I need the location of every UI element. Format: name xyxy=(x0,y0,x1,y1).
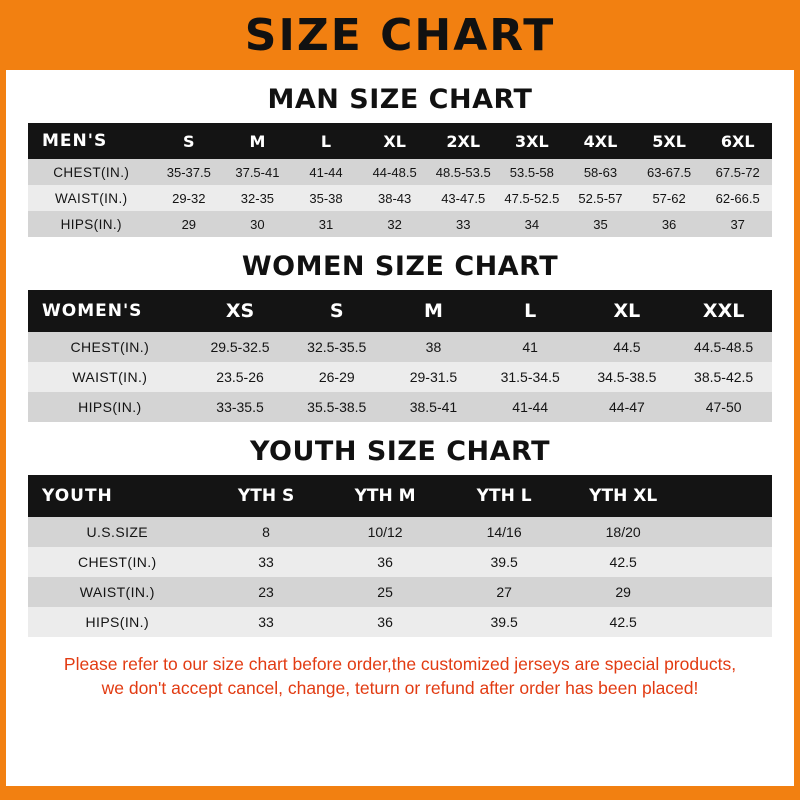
men-col-1: M xyxy=(223,123,292,159)
youth-r2c4 xyxy=(683,577,772,607)
men-r0c4: 48.5-53.5 xyxy=(429,159,498,185)
women-r2c1: 35.5-38.5 xyxy=(288,392,385,422)
men-r1c3: 38-43 xyxy=(360,185,429,211)
youth-row-2-label: WAIST(IN.) xyxy=(28,577,207,607)
youth-r3c1: 36 xyxy=(326,607,445,637)
men-row-1-label: WAIST(IN.) xyxy=(28,185,155,211)
women-r0c3: 41 xyxy=(482,332,579,362)
footnote xyxy=(6,653,794,700)
women-r0c5: 44.5-48.5 xyxy=(675,332,772,362)
women-col-4: XL xyxy=(579,290,676,332)
men-col-2: L xyxy=(292,123,361,159)
youth-r3c2: 39.5 xyxy=(445,607,564,637)
youth-r2c2: 27 xyxy=(445,577,564,607)
footnote-line-1: Please refer to our size chart before order,the customized jerseys are special products, xyxy=(63,654,737,674)
youth-col-2: YTH L xyxy=(445,475,564,517)
men-r2c3: 32 xyxy=(360,211,429,237)
women-r1c2: 29-31.5 xyxy=(385,362,482,392)
table-row xyxy=(28,607,772,637)
section-title-men: MAN SIZE CHART xyxy=(267,84,533,115)
men-r1c0: 29-32 xyxy=(155,185,224,211)
men-r1c8: 62-66.5 xyxy=(703,185,772,211)
table-row xyxy=(28,185,772,211)
men-r0c3: 44-48.5 xyxy=(360,159,429,185)
women-r1c3: 31.5-34.5 xyxy=(482,362,579,392)
men-row-2-label: HIPS(IN.) xyxy=(28,211,155,237)
youth-row-label-header: YOUTH xyxy=(28,475,207,517)
men-r1c1: 32-35 xyxy=(223,185,292,211)
youth-r1c3: 42.5 xyxy=(564,547,683,577)
youth-r1c1: 36 xyxy=(326,547,445,577)
youth-r2c3: 29 xyxy=(564,577,683,607)
men-row-label-header: MEN'S xyxy=(28,123,155,159)
women-col-5: XXL xyxy=(675,290,772,332)
men-r1c7: 57-62 xyxy=(635,185,704,211)
women-r2c2: 38.5-41 xyxy=(385,392,482,422)
youth-r0c1: 10/12 xyxy=(326,517,445,547)
women-row-0-label: CHEST(IN.) xyxy=(28,332,192,362)
men-r0c2: 41-44 xyxy=(292,159,361,185)
youth-row-3-label: HIPS(IN.) xyxy=(28,607,207,637)
page-title: SIZE CHART xyxy=(244,9,556,61)
women-r1c1: 26-29 xyxy=(288,362,385,392)
men-r0c0: 35-37.5 xyxy=(155,159,224,185)
women-r0c1: 32.5-35.5 xyxy=(288,332,385,362)
women-row-2-label: HIPS(IN.) xyxy=(28,392,192,422)
men-r2c0: 29 xyxy=(155,211,224,237)
youth-r0c0: 8 xyxy=(207,517,326,547)
men-r2c6: 35 xyxy=(566,211,635,237)
women-r0c4: 44.5 xyxy=(579,332,676,362)
section-title-women: WOMEN SIZE CHART xyxy=(241,251,559,282)
youth-r1c0: 33 xyxy=(207,547,326,577)
men-r1c5: 47.5-52.5 xyxy=(498,185,567,211)
men-row-0-label: CHEST(IN.) xyxy=(28,159,155,185)
women-r2c0: 33-35.5 xyxy=(192,392,289,422)
table-header-row xyxy=(28,475,772,517)
table-header-row xyxy=(28,290,772,332)
men-size-table xyxy=(28,123,772,237)
youth-row-1-label: CHEST(IN.) xyxy=(28,547,207,577)
men-r1c2: 35-38 xyxy=(292,185,361,211)
women-col-2: M xyxy=(385,290,482,332)
youth-r1c2: 39.5 xyxy=(445,547,564,577)
men-r0c5: 53.5-58 xyxy=(498,159,567,185)
youth-row-0-label: U.S.SIZE xyxy=(28,517,207,547)
women-r2c5: 47-50 xyxy=(675,392,772,422)
men-col-3: XL xyxy=(360,123,429,159)
women-col-1: S xyxy=(288,290,385,332)
banner xyxy=(6,0,794,70)
youth-r0c2: 14/16 xyxy=(445,517,564,547)
men-col-8: 6XL xyxy=(703,123,772,159)
table-row xyxy=(28,547,772,577)
men-r0c1: 37.5-41 xyxy=(223,159,292,185)
women-r2c4: 44-47 xyxy=(579,392,676,422)
youth-r3c4 xyxy=(683,607,772,637)
table-row xyxy=(28,577,772,607)
youth-r0c3: 18/20 xyxy=(564,517,683,547)
table-row xyxy=(28,159,772,185)
men-r0c6: 58-63 xyxy=(566,159,635,185)
youth-size-table xyxy=(28,475,772,637)
women-r0c2: 38 xyxy=(385,332,482,362)
table-row xyxy=(28,517,772,547)
youth-r0c4 xyxy=(683,517,772,547)
table-row xyxy=(28,392,772,422)
men-col-7: 5XL xyxy=(635,123,704,159)
youth-r2c1: 25 xyxy=(326,577,445,607)
footnote-line-2: we don't accept cancel, change, teturn or refund after order has been placed! xyxy=(101,677,699,698)
youth-r3c0: 33 xyxy=(207,607,326,637)
men-r2c7: 36 xyxy=(635,211,704,237)
table-header-row xyxy=(28,123,772,159)
women-r0c0: 29.5-32.5 xyxy=(192,332,289,362)
section-title-youth: YOUTH SIZE CHART xyxy=(249,436,551,467)
bottom-accent-bar xyxy=(6,786,794,800)
table-row xyxy=(28,211,772,237)
men-r2c8: 37 xyxy=(703,211,772,237)
men-r0c7: 63-67.5 xyxy=(635,159,704,185)
youth-col-4 xyxy=(683,475,772,517)
women-r1c0: 23.5-26 xyxy=(192,362,289,392)
men-r0c8: 67.5-72 xyxy=(703,159,772,185)
youth-r2c0: 23 xyxy=(207,577,326,607)
men-col-5: 3XL xyxy=(498,123,567,159)
women-col-0: XS xyxy=(192,290,289,332)
men-r1c4: 43-47.5 xyxy=(429,185,498,211)
women-row-1-label: WAIST(IN.) xyxy=(28,362,192,392)
women-col-3: L xyxy=(482,290,579,332)
youth-r3c3: 42.5 xyxy=(564,607,683,637)
women-r1c4: 34.5-38.5 xyxy=(579,362,676,392)
men-r2c1: 30 xyxy=(223,211,292,237)
men-col-0: S xyxy=(155,123,224,159)
youth-table-wrap xyxy=(6,475,794,637)
youth-col-0: YTH S xyxy=(207,475,326,517)
men-r2c4: 33 xyxy=(429,211,498,237)
table-row xyxy=(28,362,772,392)
men-col-4: 2XL xyxy=(429,123,498,159)
youth-col-3: YTH XL xyxy=(564,475,683,517)
women-row-label-header: WOMEN'S xyxy=(28,290,192,332)
youth-r1c4 xyxy=(683,547,772,577)
table-row xyxy=(28,332,772,362)
women-r2c3: 41-44 xyxy=(482,392,579,422)
women-size-table xyxy=(28,290,772,422)
youth-col-1: YTH M xyxy=(326,475,445,517)
men-col-6: 4XL xyxy=(566,123,635,159)
men-r1c6: 52.5-57 xyxy=(566,185,635,211)
men-table-wrap xyxy=(6,123,794,237)
women-r1c5: 38.5-42.5 xyxy=(675,362,772,392)
men-r2c5: 34 xyxy=(498,211,567,237)
men-r2c2: 31 xyxy=(292,211,361,237)
women-table-wrap xyxy=(6,290,794,422)
